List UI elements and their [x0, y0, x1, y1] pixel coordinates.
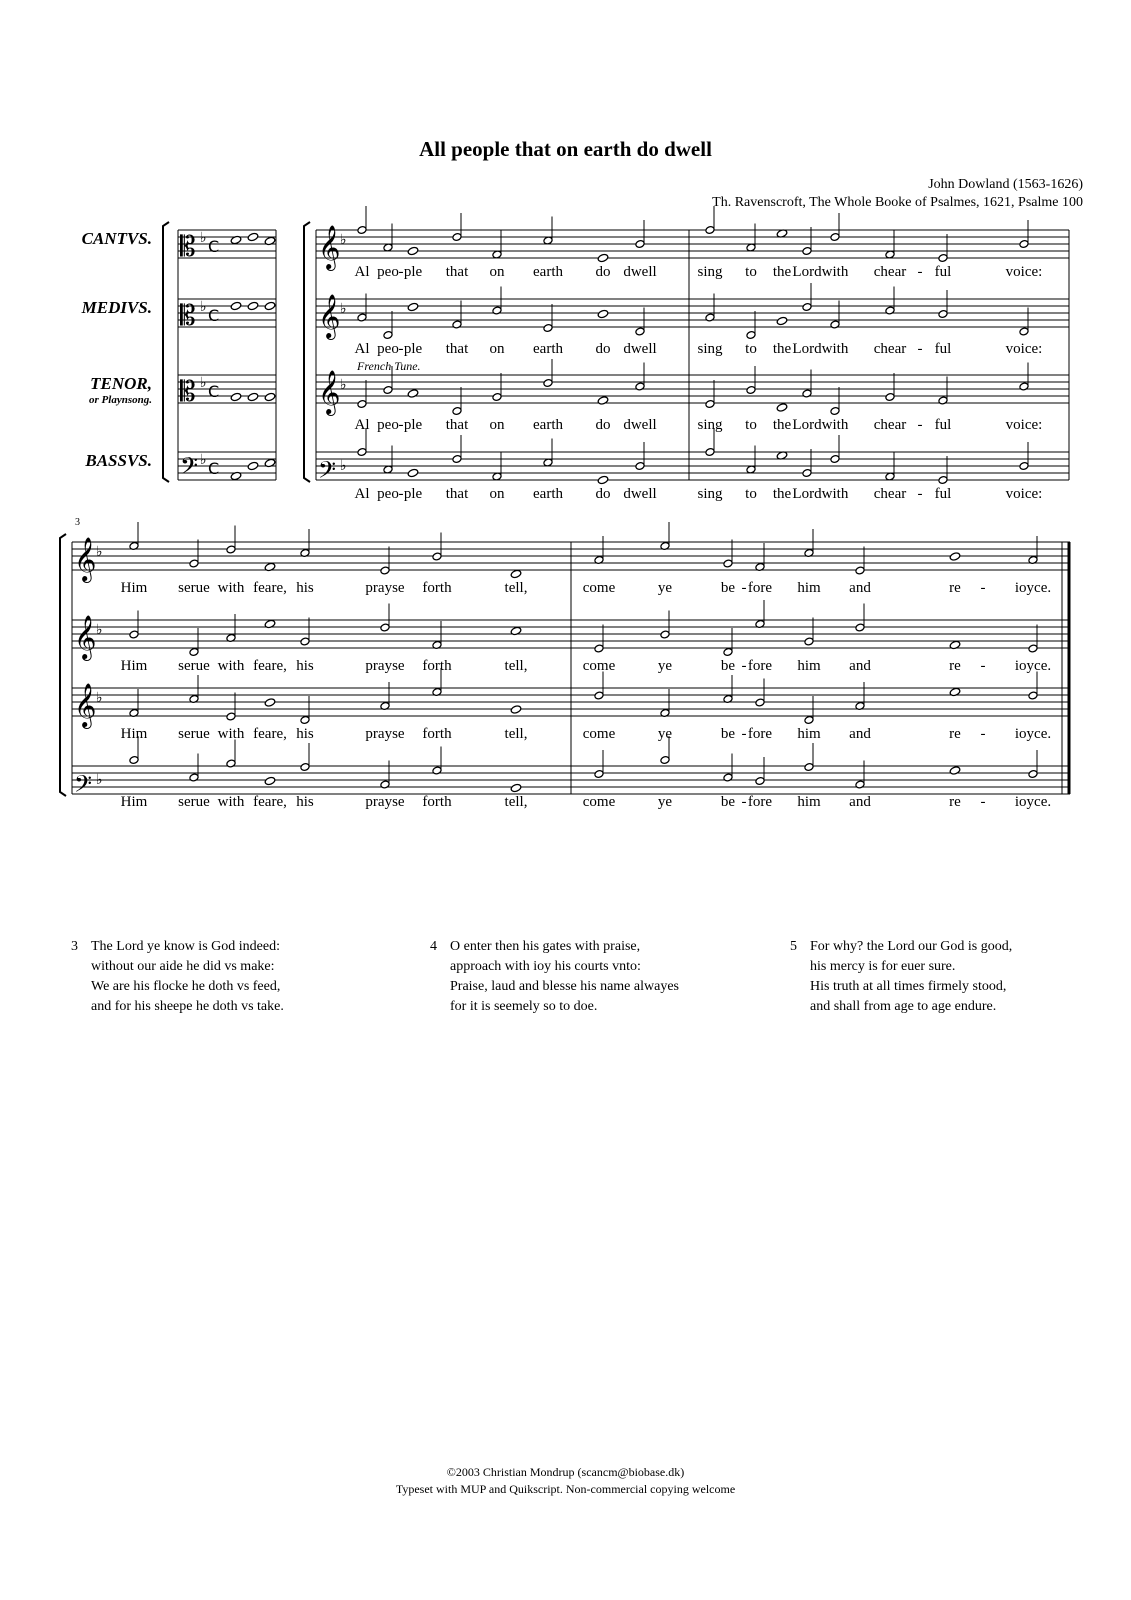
system-bracket	[163, 222, 169, 482]
verse-3	[71, 937, 284, 1017]
flat-icon: ♭	[96, 690, 103, 706]
lyric-syllable: -	[398, 486, 404, 502]
lyric-syllable: Him	[120, 658, 148, 674]
lyric-syllable: Lord	[792, 486, 822, 502]
verse-line: and for his sheepe he doth vs take.	[91, 999, 284, 1014]
note	[597, 475, 609, 484]
flat-icon: ♭	[96, 772, 103, 788]
lyric-syllable: Lord	[792, 264, 822, 280]
lyric-syllable: feare,	[253, 794, 287, 810]
lyric-syllable: prayse	[365, 726, 405, 742]
lyric-syllable: to	[745, 341, 757, 357]
page-title: All people that on earth do dwell	[419, 137, 712, 161]
lyric-syllable: on	[489, 417, 505, 433]
lyric-syllable: be	[720, 794, 736, 810]
alto-clef-icon: 𝄡	[180, 230, 196, 263]
lyric-syllable: be	[720, 580, 736, 596]
lyric-syllable: to	[745, 486, 757, 502]
system-bracket	[60, 534, 66, 796]
lyric-syllable: ioyce.	[1014, 726, 1052, 742]
lyric-syllable: fore	[747, 658, 773, 674]
bass-clef-icon: 𝄢	[180, 452, 199, 485]
lyric-syllable: chear	[873, 341, 907, 357]
lyric-syllable: feare,	[253, 726, 287, 742]
common-time-icon: C	[208, 382, 220, 401]
lyric-syllable: tell,	[504, 658, 528, 674]
footer-copyright: ©2003 Christian Mondrup (scancm@biobase.dk)	[446, 1465, 685, 1479]
lyric-syllable: ye	[657, 658, 673, 674]
lyric-syllable: sing	[697, 341, 723, 357]
lyric-syllable: fore	[747, 726, 773, 742]
lyric-syllable: voice:	[1005, 417, 1043, 433]
lyric-syllable: with	[217, 794, 245, 810]
lyric-syllable: come	[582, 794, 616, 810]
lyric-syllable: do	[595, 417, 611, 433]
lyric-syllable: come	[582, 726, 616, 742]
verse-line: For why? the Lord our God is good,	[810, 939, 1013, 954]
note	[247, 232, 259, 241]
lyric-syllable: Lord	[792, 417, 822, 433]
lyric-syllable: do	[595, 486, 611, 502]
lyric-syllable: chear	[873, 264, 907, 280]
lyric-syllable: -	[741, 580, 747, 596]
lyric-syllable: -	[741, 726, 747, 742]
flat-icon: ♭	[200, 299, 207, 315]
lyric-syllable: feare,	[253, 580, 287, 596]
verse-number: 4	[430, 939, 437, 954]
lyric-syllable: sing	[697, 417, 723, 433]
lyric-syllable: Al	[354, 486, 370, 502]
voice-label-cantus: CANTVS.	[81, 229, 152, 248]
lyric-syllable: the	[772, 417, 792, 433]
note	[407, 468, 419, 477]
flat-icon: ♭	[340, 377, 347, 393]
flat-icon: ♭	[96, 622, 103, 638]
lyric-syllable: ple	[403, 341, 423, 357]
lyric-syllable: Lord	[792, 341, 822, 357]
lyric-syllable: with	[821, 264, 849, 280]
note	[407, 389, 419, 398]
lyric-syllable: forth	[422, 794, 452, 810]
verse-4	[430, 937, 679, 1017]
lyric-syllable: -	[917, 417, 923, 433]
lyric-syllable: serue	[178, 794, 210, 810]
lyric-syllable: prayse	[365, 794, 405, 810]
lyric-syllable: ful	[934, 486, 952, 502]
lyric-syllable: voice:	[1005, 264, 1043, 280]
lyric-syllable: chear	[873, 417, 907, 433]
lyric-syllable: forth	[422, 580, 452, 596]
lyric-syllable: with	[821, 341, 849, 357]
note	[264, 776, 276, 785]
lyric-syllable: ioyce.	[1014, 658, 1052, 674]
lyric-syllable: the	[772, 486, 792, 502]
lyric-syllable: his	[296, 580, 314, 596]
lyric-syllable: his	[296, 658, 314, 674]
lyric-syllable: re	[949, 580, 961, 596]
lyric-syllable: -	[917, 264, 923, 280]
lyric-syllable: dwell	[623, 341, 657, 357]
flat-icon: ♭	[200, 230, 207, 246]
verse-line: The Lord ye know is God indeed:	[91, 939, 280, 954]
lyric-syllable: with	[821, 417, 849, 433]
common-time-icon: C	[208, 237, 220, 256]
note	[776, 316, 788, 325]
treble-clef-icon: 𝄞	[318, 225, 341, 269]
note	[949, 766, 961, 775]
common-time-icon: C	[208, 459, 220, 478]
lyric-syllable: ple	[403, 264, 423, 280]
voice-label-medius: MEDIVS.	[81, 298, 152, 317]
lyric-syllable: Him	[120, 580, 148, 596]
treble-clef-icon: 𝄞	[74, 615, 97, 659]
lyric-syllable: ful	[934, 264, 952, 280]
lyric-syllable: ioyce.	[1014, 580, 1052, 596]
verse-line: his mercy is for euer sure.	[810, 959, 956, 974]
lyric-syllable: Al	[354, 341, 370, 357]
note	[230, 301, 242, 310]
lyric-syllable: on	[489, 341, 505, 357]
lyric-syllable: and	[849, 794, 871, 810]
lyric-syllable: ful	[934, 341, 952, 357]
lyric-syllable: -	[398, 417, 404, 433]
lyric-syllable: ye	[657, 726, 673, 742]
lyric-syllable: do	[595, 341, 611, 357]
lyric-syllable: Al	[354, 417, 370, 433]
lyric-syllable: -	[917, 486, 923, 502]
lyric-syllable: come	[582, 580, 616, 596]
lyric-syllable: with	[217, 580, 245, 596]
lyric-syllable: to	[745, 264, 757, 280]
lyric-syllable: Al	[354, 264, 370, 280]
lyric-syllable: forth	[422, 658, 452, 674]
lyric-syllable: tell,	[504, 794, 528, 810]
tenor-tempo-marking: French Tune.	[357, 359, 421, 373]
lyric-syllable: ioyce.	[1014, 794, 1052, 810]
verse-number: 3	[71, 939, 78, 954]
lyric-syllable: prayse	[365, 658, 405, 674]
verse-line: and shall from age to age endure.	[810, 999, 997, 1014]
lyric-syllable: re	[949, 794, 961, 810]
lyric-syllable: serue	[178, 658, 210, 674]
lyric-syllable: -	[741, 658, 747, 674]
lyric-syllable: prayse	[365, 580, 405, 596]
verse-5	[790, 937, 1013, 1017]
note	[949, 552, 961, 561]
lyric-syllable: tell,	[504, 726, 528, 742]
verse-line: without our aide he did vs make:	[91, 959, 275, 974]
verse-line: approach with ioy his courts vnto:	[450, 959, 641, 974]
lyric-syllable: that	[445, 417, 469, 433]
lyric-syllable: tell,	[504, 580, 528, 596]
lyric-syllable: peo	[377, 417, 399, 433]
lyric-syllable: peo	[377, 341, 399, 357]
lyric-syllable: sing	[697, 264, 723, 280]
lyric-syllable: Him	[120, 794, 148, 810]
lyric-syllable: that	[445, 486, 469, 502]
lyric-syllable: be	[720, 658, 736, 674]
lyric-syllable: the	[772, 341, 792, 357]
lyric-syllable: come	[582, 658, 616, 674]
lyric-syllable: Him	[120, 726, 148, 742]
lyric-syllable: do	[595, 264, 611, 280]
lyric-syllable: his	[296, 794, 314, 810]
lyric-syllable: -	[398, 264, 404, 280]
footer-note: Typeset with MUP and Quikscript. Non-commercial copying welcome	[395, 1482, 736, 1496]
note	[510, 569, 522, 578]
lyric-syllable: forth	[422, 726, 452, 742]
lyric-syllable: and	[849, 726, 871, 742]
lyric-syllable: and	[849, 580, 871, 596]
note	[230, 392, 242, 401]
composer-credit: John Dowland (1563-1626)	[928, 177, 1083, 192]
lyric-syllable: earth	[533, 341, 563, 357]
note	[407, 246, 419, 255]
lyric-syllable: that	[445, 341, 469, 357]
lyric-syllable: re	[949, 658, 961, 674]
lyric-syllable: that	[445, 264, 469, 280]
lyric-syllable: peo	[377, 486, 399, 502]
footer	[0, 1464, 1131, 1498]
lyric-syllable: earth	[533, 417, 563, 433]
voice-label-bassus: BASSVS.	[85, 451, 152, 470]
note	[597, 396, 609, 405]
lyric-syllable: sing	[697, 486, 723, 502]
common-time-icon: C	[208, 306, 220, 325]
lyric-syllable: with	[217, 726, 245, 742]
note	[247, 392, 259, 401]
note	[776, 403, 788, 412]
lyric-syllable: -	[741, 794, 747, 810]
lyric-syllable: dwell	[623, 417, 657, 433]
lyric-syllable: feare,	[253, 658, 287, 674]
note	[264, 392, 276, 401]
note	[247, 461, 259, 470]
note	[264, 301, 276, 310]
lyric-syllable: chear	[873, 486, 907, 502]
verse-line: Praise, laud and blesse his name alwayes	[450, 979, 679, 994]
note	[247, 301, 259, 310]
lyric-syllable: dwell	[623, 486, 657, 502]
voice-label-tenor: TENOR, or Playnsong.	[89, 374, 152, 406]
flat-icon: ♭	[340, 458, 347, 474]
note	[597, 309, 609, 318]
lyric-syllable: with	[217, 658, 245, 674]
note	[407, 302, 419, 311]
lyric-syllable: fore	[747, 794, 773, 810]
lyric-syllable: to	[745, 417, 757, 433]
alto-clef-icon: 𝄡	[180, 375, 196, 408]
lyric-syllable: peo	[377, 264, 399, 280]
measure-number: 3	[75, 517, 80, 528]
flat-icon: ♭	[96, 544, 103, 560]
lyric-syllable: -	[980, 580, 986, 596]
verse-line: His truth at all times firmely stood,	[810, 979, 1007, 994]
lyric-syllable: him	[797, 794, 821, 810]
lyric-syllable: voice:	[1005, 486, 1043, 502]
lyric-syllable: him	[797, 726, 821, 742]
lyric-syllable: ye	[657, 580, 673, 596]
bass-clef-icon: 𝄢	[318, 456, 337, 489]
lyric-syllable: on	[489, 264, 505, 280]
lyric-syllable: the	[772, 264, 792, 280]
lyric-syllable: dwell	[623, 264, 657, 280]
verse-number: 5	[790, 939, 797, 954]
lyric-syllable: -	[917, 341, 923, 357]
lyric-syllable: ple	[403, 486, 423, 502]
verse-line: O enter then his gates with praise,	[450, 939, 641, 954]
note	[510, 705, 522, 714]
lyric-syllable: him	[797, 658, 821, 674]
verse-line: We are his flocke he doth vs feed,	[91, 979, 281, 994]
lyric-syllable: -	[398, 341, 404, 357]
flat-icon: ♭	[200, 452, 207, 468]
note	[264, 698, 276, 707]
note	[597, 253, 609, 262]
lyric-syllable: him	[797, 580, 821, 596]
treble-clef-icon: 𝄞	[74, 537, 97, 581]
bass-clef-icon: 𝄢	[74, 770, 93, 803]
lyric-syllable: -	[980, 726, 986, 742]
lyric-syllable: -	[980, 658, 986, 674]
lyric-syllable: be	[720, 726, 736, 742]
flat-icon: ♭	[200, 375, 207, 391]
treble-clef-icon: 𝄞	[74, 683, 97, 727]
verse-line: for it is seemely so to doe.	[450, 999, 598, 1014]
lyric-syllable: voice:	[1005, 341, 1043, 357]
flat-icon: ♭	[340, 301, 347, 317]
lyric-syllable: serue	[178, 580, 210, 596]
flat-icon: ♭	[340, 232, 347, 248]
treble-clef-icon: 𝄞	[318, 294, 341, 338]
lyric-syllable: his	[296, 726, 314, 742]
lyric-syllable: and	[849, 658, 871, 674]
lyric-syllable: earth	[533, 264, 563, 280]
lyric-syllable: on	[489, 486, 505, 502]
lyric-syllable: fore	[747, 580, 773, 596]
lyric-syllable: earth	[533, 486, 563, 502]
source-credit: Th. Ravenscroft, The Whole Booke of Psalmes, 1621, Psalme 100	[712, 195, 1083, 210]
lyric-syllable: -	[980, 794, 986, 810]
lyric-syllable: re	[949, 726, 961, 742]
lyric-syllable: serue	[178, 726, 210, 742]
lyric-syllable: ple	[403, 417, 423, 433]
lyric-syllable: ful	[934, 417, 952, 433]
lyric-syllable: ye	[657, 794, 673, 810]
treble-clef-icon: 𝄞	[318, 370, 341, 414]
alto-clef-icon: 𝄡	[180, 299, 196, 332]
note	[510, 783, 522, 792]
system-bracket	[304, 222, 310, 482]
lyric-syllable: with	[821, 486, 849, 502]
